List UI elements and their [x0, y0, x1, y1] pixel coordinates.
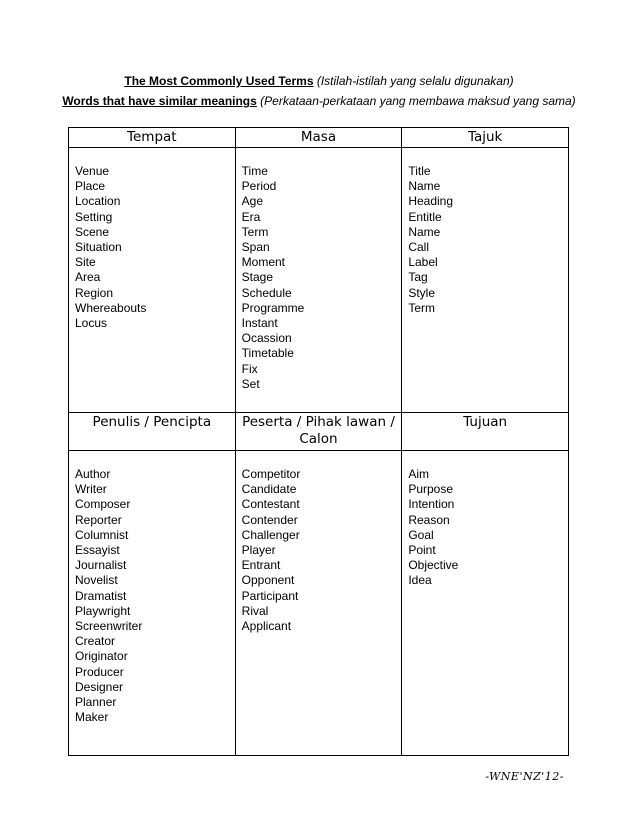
list-item: Reason: [408, 512, 450, 527]
list-item: Screenwriter: [75, 619, 143, 634]
list-item: Planner: [75, 695, 117, 710]
list-item: Setting: [75, 209, 113, 224]
terms-table: [68, 127, 569, 756]
list-item: Dramatist: [75, 588, 127, 603]
list-item: Playwright: [75, 603, 131, 618]
list-item: Area: [75, 270, 101, 285]
word-list: [408, 164, 562, 316]
list-item: Aim: [408, 467, 429, 481]
list-item: Term: [408, 300, 435, 315]
list-item: Columnist: [75, 527, 129, 542]
list-item: Name: [408, 224, 441, 239]
header-tajuk: Tajuk: [402, 128, 569, 148]
list-item: Goal: [408, 527, 434, 542]
list-item: Writer: [75, 482, 107, 497]
cell-penulis-list: [69, 451, 236, 756]
list-item: Maker: [75, 710, 109, 725]
list-item: Point: [408, 543, 436, 558]
list-item: Era: [241, 209, 261, 224]
list-item: Entitle: [408, 209, 442, 224]
cell-masa-list: [235, 148, 402, 413]
list-item: Whereabouts: [75, 300, 147, 315]
list-item: Location: [75, 194, 121, 209]
header-peserta: Peserta / Pihak lawan / Calon: [235, 413, 402, 451]
list-item: Idea: [408, 573, 432, 588]
main-subtitle: (Istilah-istilah yang selalu digunakan): [316, 74, 514, 88]
list-item: Region: [75, 285, 114, 300]
main-title: The Most Commonly Used Terms: [124, 74, 314, 88]
list-item: Novelist: [75, 573, 118, 588]
cell-tujuan-list: [402, 451, 569, 756]
list-item: Timetable: [241, 346, 294, 361]
header-masa: Masa: [235, 128, 402, 148]
list-item: Author: [75, 467, 111, 481]
list-item: Place: [75, 179, 106, 194]
list-item: Style: [408, 285, 435, 300]
list-item: Ocassion: [241, 331, 292, 346]
list-item: Purpose: [408, 482, 454, 497]
word-list: [75, 467, 229, 725]
cell-tempat-list: [69, 148, 236, 413]
list-item: Creator: [75, 634, 116, 649]
list-item: Contender: [241, 512, 298, 527]
table-header-row-1: [69, 128, 569, 148]
list-item: Tag: [408, 270, 428, 285]
title-line-1: [0, 74, 638, 88]
word-list: [408, 467, 562, 589]
list-item: Competitor: [241, 467, 301, 481]
list-item: Instant: [241, 316, 278, 331]
list-item: Term: [241, 224, 269, 239]
list-item: Player: [241, 543, 276, 558]
cell-peserta-list: [235, 451, 402, 756]
list-item: Schedule: [241, 285, 292, 300]
cell-tajuk-list: [402, 148, 569, 413]
list-item: Call: [408, 240, 429, 255]
title-line-2: [0, 94, 638, 108]
list-item: Fix: [241, 361, 258, 376]
list-item: Applicant: [241, 619, 292, 634]
header-tempat: Tempat: [69, 128, 236, 148]
list-item: Entrant: [241, 558, 281, 573]
list-item: Situation: [75, 240, 122, 255]
list-item: Contestant: [241, 497, 300, 512]
list-item: Time: [241, 164, 268, 178]
list-item: Scene: [75, 224, 110, 239]
list-item: Objective: [408, 558, 459, 573]
list-item: Moment: [241, 255, 286, 270]
list-item: Candidate: [241, 482, 297, 497]
table-header-row-2: [69, 413, 569, 451]
word-list: [242, 467, 396, 634]
list-item: Intention: [408, 497, 455, 512]
list-item: Label: [408, 255, 438, 270]
list-item: Age: [241, 194, 264, 209]
list-item: Locus: [75, 316, 108, 331]
author-signature: -WNE'NZ'12-: [485, 770, 564, 783]
list-item: Site: [75, 255, 96, 270]
list-item: Rival: [241, 603, 269, 618]
list-item: Journalist: [75, 558, 127, 573]
list-item: Heading: [408, 194, 454, 209]
list-item: Designer: [75, 679, 124, 694]
list-item: Span: [241, 240, 270, 255]
header-tujuan: Tujuan: [402, 413, 569, 451]
header-penulis: Penulis / Pencipta: [69, 413, 236, 451]
table-body-row-2: [69, 451, 569, 756]
word-list: [242, 164, 396, 392]
list-item: Venue: [75, 164, 110, 178]
list-item: Reporter: [75, 512, 122, 527]
list-item: Originator: [75, 649, 128, 664]
list-item: Name: [408, 179, 441, 194]
list-item: Set: [241, 376, 260, 391]
list-item: Composer: [75, 497, 131, 512]
list-item: Title: [408, 164, 431, 178]
list-item: Period: [241, 179, 277, 194]
list-item: Programme: [241, 300, 305, 315]
list-item: Challenger: [241, 527, 300, 542]
list-item: Opponent: [241, 573, 295, 588]
list-item: Producer: [75, 664, 124, 679]
list-item: Participant: [241, 588, 299, 603]
table-body-row-1: [69, 148, 569, 413]
list-item: Stage: [241, 270, 274, 285]
word-list: [75, 164, 229, 331]
list-item: Essayist: [75, 543, 120, 558]
secondary-subtitle: (Perkataan-perkataan yang membawa maksud yang sama): [260, 94, 576, 108]
secondary-title: Words that have similar meanings: [62, 94, 257, 108]
